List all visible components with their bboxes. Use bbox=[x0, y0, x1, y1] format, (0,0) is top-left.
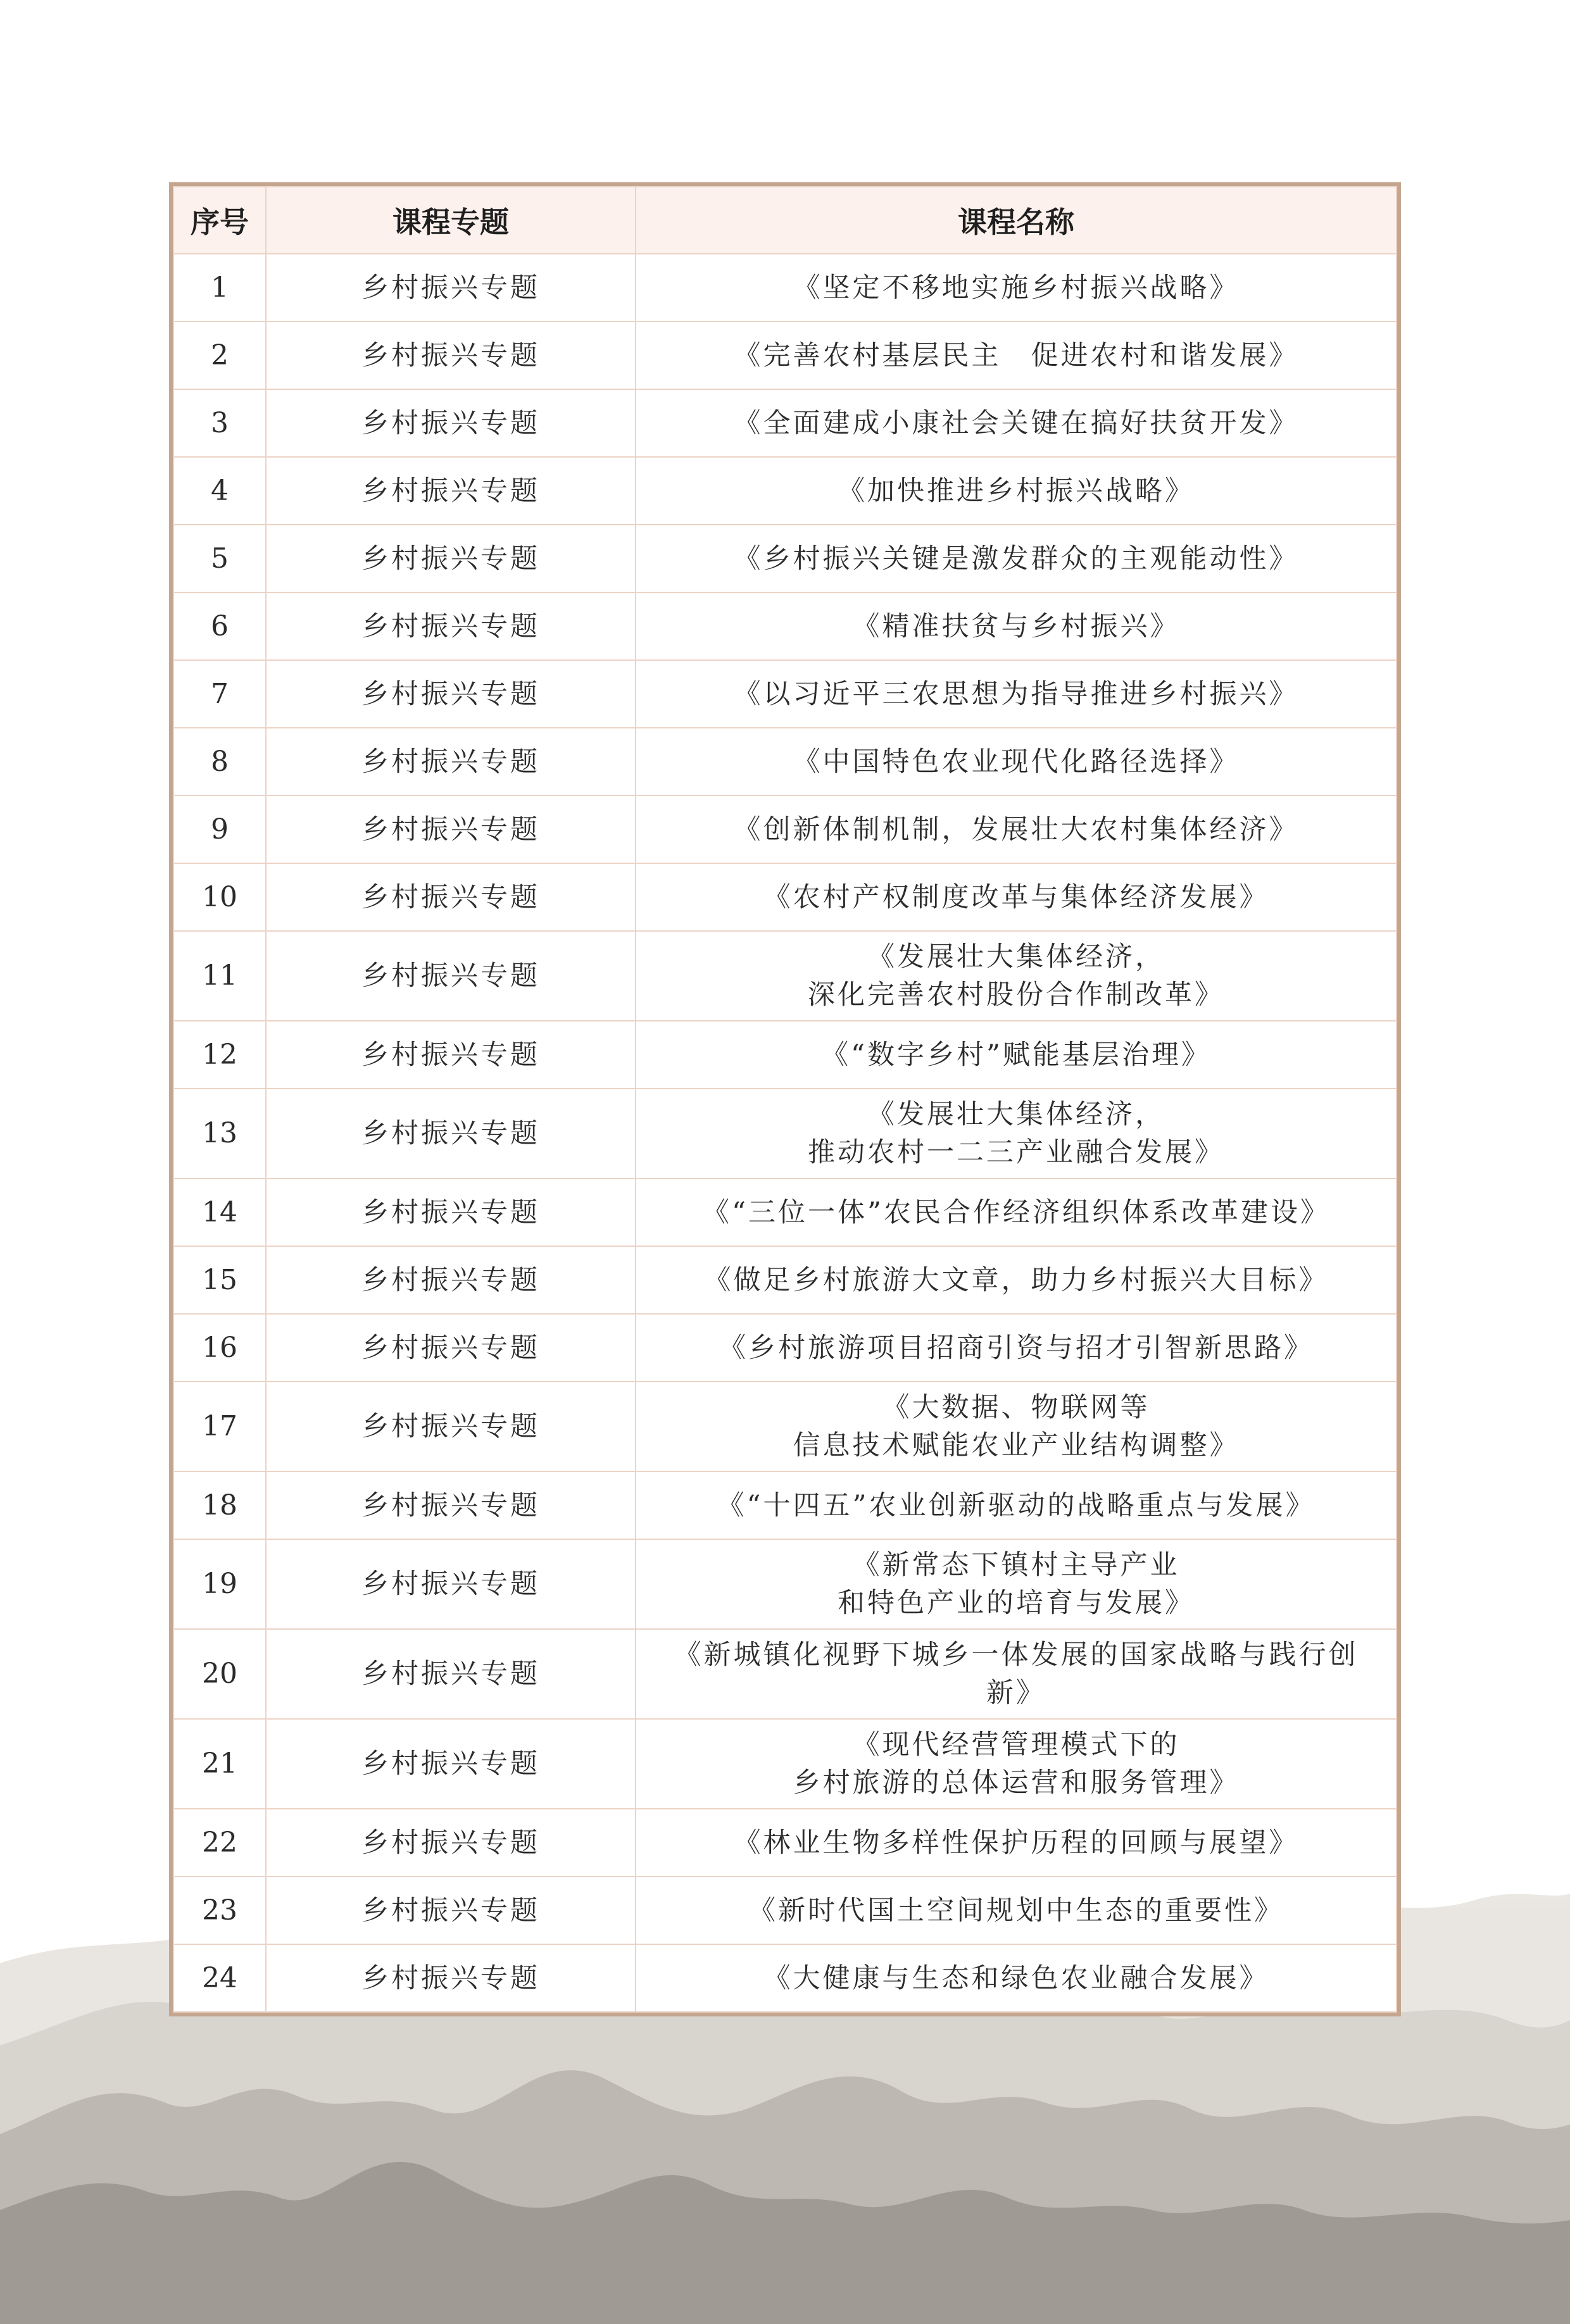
row-number: 17 bbox=[173, 1382, 266, 1471]
row-topic: 乡村振兴专题 bbox=[266, 1314, 636, 1382]
row-course-name bbox=[636, 389, 1397, 457]
row-course-name bbox=[636, 1382, 1397, 1471]
row-course-name bbox=[636, 1471, 1397, 1539]
course-name-line: 《“数字乡村”赋能基层治理》 bbox=[821, 1039, 1211, 1071]
row-topic: 乡村振兴专题 bbox=[266, 1089, 636, 1178]
row-number: 12 bbox=[173, 1021, 266, 1089]
row-course-name bbox=[636, 931, 1397, 1021]
table-row bbox=[173, 1089, 1397, 1178]
course-name-line: 《乡村振兴关键是激发群众的主观能动性》 bbox=[733, 542, 1299, 575]
course-name-line: 新》 bbox=[986, 1677, 1046, 1709]
row-course-name bbox=[636, 660, 1397, 728]
table-row bbox=[173, 931, 1397, 1021]
row-topic: 乡村振兴专题 bbox=[266, 1246, 636, 1314]
row-number: 11 bbox=[173, 931, 266, 1021]
course-name-line: 《完善农村基层民主 促进农村和谐发展》 bbox=[733, 339, 1299, 372]
course-name-line: 《“三位一体”农民合作经济组织体系改革建设》 bbox=[702, 1196, 1330, 1228]
course-name-line: 《发展壮大集体经济， bbox=[867, 1099, 1165, 1130]
table-body bbox=[173, 254, 1397, 2012]
row-topic: 乡村振兴专题 bbox=[266, 254, 636, 322]
row-topic: 乡村振兴专题 bbox=[266, 322, 636, 389]
table-row bbox=[173, 660, 1397, 728]
row-number: 14 bbox=[173, 1178, 266, 1246]
row-course-name bbox=[636, 592, 1397, 660]
row-course-name bbox=[636, 1178, 1397, 1246]
table-row bbox=[173, 728, 1397, 796]
header-no: 序号 bbox=[173, 187, 266, 254]
course-name-line: 《发展壮大集体经济， bbox=[867, 941, 1165, 973]
row-number: 19 bbox=[173, 1539, 266, 1629]
course-name-line: 乡村旅游的总体运营和服务管理》 bbox=[793, 1767, 1240, 1799]
course-name-line: 深化完善农村股份合作制改革》 bbox=[808, 979, 1224, 1011]
course-name-line: 《加快推进乡村振兴战略》 bbox=[838, 475, 1195, 507]
course-name-line: 《大数据、物联网等 bbox=[882, 1392, 1150, 1423]
table-row bbox=[173, 1246, 1397, 1314]
course-name-line: 《大健康与生态和绿色农业融合发展》 bbox=[763, 1962, 1269, 1994]
row-topic: 乡村振兴专题 bbox=[266, 1809, 636, 1877]
row-number: 2 bbox=[173, 322, 266, 389]
row-number: 7 bbox=[173, 660, 266, 728]
row-course-name bbox=[636, 1314, 1397, 1382]
row-number: 20 bbox=[173, 1629, 266, 1719]
table-row bbox=[173, 1944, 1397, 2012]
row-number: 8 bbox=[173, 728, 266, 796]
course-name-line: 《新常态下镇村主导产业 bbox=[852, 1549, 1180, 1581]
course-name-line: 《林业生物多样性保护历程的回顾与展望》 bbox=[733, 1827, 1299, 1859]
row-course-name bbox=[636, 254, 1397, 322]
table-row bbox=[173, 1539, 1397, 1629]
row-course-name bbox=[636, 863, 1397, 931]
table-row bbox=[173, 254, 1397, 322]
row-course-name bbox=[636, 1629, 1397, 1719]
course-table bbox=[173, 186, 1397, 2013]
row-number: 13 bbox=[173, 1089, 266, 1178]
table-row bbox=[173, 1877, 1397, 1944]
row-topic: 乡村振兴专题 bbox=[266, 525, 636, 592]
table-row bbox=[173, 1471, 1397, 1539]
row-number: 6 bbox=[173, 592, 266, 660]
table-row bbox=[173, 1021, 1397, 1089]
row-course-name bbox=[636, 796, 1397, 863]
row-number: 10 bbox=[173, 863, 266, 931]
row-number: 3 bbox=[173, 389, 266, 457]
row-topic: 乡村振兴专题 bbox=[266, 1944, 636, 2012]
row-number: 15 bbox=[173, 1246, 266, 1314]
course-name-line: 《乡村旅游项目招商引资与招才引智新思路》 bbox=[719, 1332, 1314, 1364]
table-row bbox=[173, 592, 1397, 660]
table-row bbox=[173, 1629, 1397, 1719]
row-course-name bbox=[636, 322, 1397, 389]
row-course-name bbox=[636, 728, 1397, 796]
course-name-line: 《做足乡村旅游大文章，助力乡村振兴大目标》 bbox=[703, 1264, 1329, 1296]
course-name-line: 《以习近平三农思想为指导推进乡村振兴》 bbox=[733, 678, 1299, 710]
row-course-name bbox=[636, 1539, 1397, 1629]
table-row bbox=[173, 1809, 1397, 1877]
table-row bbox=[173, 796, 1397, 863]
header-name: 课程名称 bbox=[636, 187, 1397, 254]
header-topic: 课程专题 bbox=[266, 187, 636, 254]
course-name-line: 《坚定不移地实施乡村振兴战略》 bbox=[793, 272, 1240, 304]
course-name-line: 和特色产业的培育与发展》 bbox=[838, 1587, 1195, 1619]
course-name-line: 《新城镇化视野下城乡一体发展的国家战略与践行创 bbox=[674, 1639, 1359, 1671]
course-name-line: 《新时代国土空间规划中生态的重要性》 bbox=[748, 1894, 1284, 1927]
course-name-line: 《创新体制机制，发展壮大农村集体经济》 bbox=[733, 813, 1299, 846]
row-course-name bbox=[636, 1944, 1397, 2012]
row-course-name bbox=[636, 1877, 1397, 1944]
table-row bbox=[173, 1719, 1397, 1809]
row-course-name bbox=[636, 525, 1397, 592]
row-course-name bbox=[636, 1246, 1397, 1314]
table-row bbox=[173, 525, 1397, 592]
row-number: 16 bbox=[173, 1314, 266, 1382]
row-number: 22 bbox=[173, 1809, 266, 1877]
table-row bbox=[173, 863, 1397, 931]
table-row bbox=[173, 1314, 1397, 1382]
row-number: 24 bbox=[173, 1944, 266, 2012]
table-row bbox=[173, 389, 1397, 457]
row-number: 23 bbox=[173, 1877, 266, 1944]
row-topic: 乡村振兴专题 bbox=[266, 457, 636, 525]
table-row bbox=[173, 457, 1397, 525]
course-name-line: 《农村产权制度改革与集体经济发展》 bbox=[763, 881, 1269, 913]
row-topic: 乡村振兴专题 bbox=[266, 660, 636, 728]
table-row bbox=[173, 1178, 1397, 1246]
row-topic: 乡村振兴专题 bbox=[266, 1877, 636, 1944]
row-topic: 乡村振兴专题 bbox=[266, 1629, 636, 1719]
course-name-line: 信息技术赋能农业产业结构调整》 bbox=[793, 1430, 1240, 1461]
row-number: 21 bbox=[173, 1719, 266, 1809]
row-topic: 乡村振兴专题 bbox=[266, 389, 636, 457]
row-topic: 乡村振兴专题 bbox=[266, 1382, 636, 1471]
row-topic: 乡村振兴专题 bbox=[266, 1178, 636, 1246]
row-course-name bbox=[636, 1809, 1397, 1877]
row-course-name bbox=[636, 1021, 1397, 1089]
row-topic: 乡村振兴专题 bbox=[266, 1539, 636, 1629]
course-table-frame bbox=[169, 182, 1401, 2016]
course-name-line: 《现代经营管理模式下的 bbox=[852, 1729, 1180, 1761]
course-name-line: 《全面建成小康社会关键在搞好扶贫开发》 bbox=[733, 407, 1299, 439]
row-course-name bbox=[636, 457, 1397, 525]
course-name-line: 推动农村一二三产业融合发展》 bbox=[808, 1137, 1224, 1168]
row-topic: 乡村振兴专题 bbox=[266, 931, 636, 1021]
row-number: 9 bbox=[173, 796, 266, 863]
table-row bbox=[173, 322, 1397, 389]
row-topic: 乡村振兴专题 bbox=[266, 1719, 636, 1809]
table-row bbox=[173, 1382, 1397, 1471]
table-header-row bbox=[173, 187, 1397, 254]
row-number: 1 bbox=[173, 254, 266, 322]
row-course-name bbox=[636, 1719, 1397, 1809]
row-topic: 乡村振兴专题 bbox=[266, 1471, 636, 1539]
row-topic: 乡村振兴专题 bbox=[266, 728, 636, 796]
row-number: 5 bbox=[173, 525, 266, 592]
row-course-name bbox=[636, 1089, 1397, 1178]
course-name-line: 《中国特色农业现代化路径选择》 bbox=[793, 746, 1240, 778]
row-number: 18 bbox=[173, 1471, 266, 1539]
row-number: 4 bbox=[173, 457, 266, 525]
course-name-line: 《精准扶贫与乡村振兴》 bbox=[852, 610, 1180, 642]
row-topic: 乡村振兴专题 bbox=[266, 592, 636, 660]
row-topic: 乡村振兴专题 bbox=[266, 1021, 636, 1089]
course-name-line: 《“十四五”农业创新驱动的战略重点与发展》 bbox=[717, 1489, 1316, 1521]
row-topic: 乡村振兴专题 bbox=[266, 863, 636, 931]
row-topic: 乡村振兴专题 bbox=[266, 796, 636, 863]
